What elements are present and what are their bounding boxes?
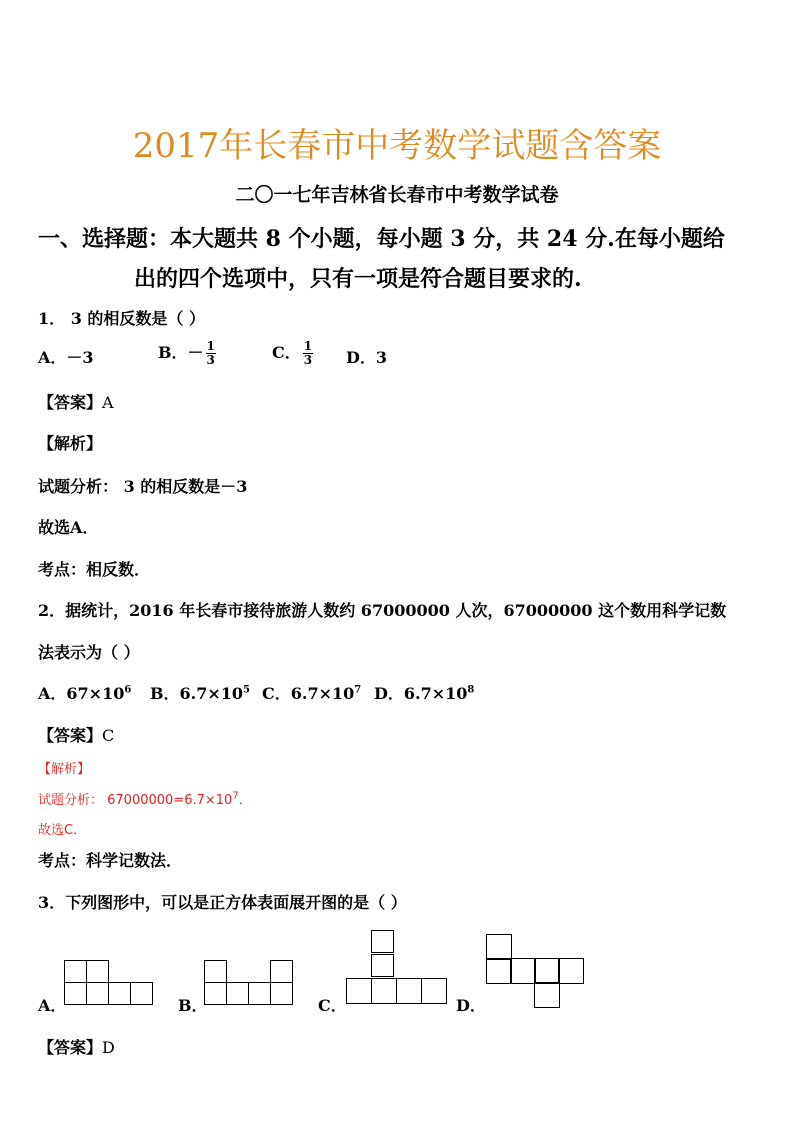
answer-label: 【答案】 xyxy=(38,393,103,412)
net-square xyxy=(130,982,153,1005)
fraction-numerator: 1 xyxy=(303,339,313,353)
net-square xyxy=(86,982,109,1005)
option-text: A．67×10 xyxy=(38,684,125,703)
exponent: 7 xyxy=(354,684,362,696)
net-square xyxy=(204,982,227,1005)
net-square xyxy=(371,978,397,1004)
analysis-text: 试题分析： 67000000=6.7×10 xyxy=(38,793,233,808)
q2-choose: 故选C． xyxy=(38,823,87,838)
q1-answer xyxy=(38,390,114,413)
q3-option-c-label: C． xyxy=(318,996,347,1015)
option-text: C．6.7×10 xyxy=(262,684,355,703)
q2-option-a xyxy=(38,681,131,704)
q1-option-b-prefix: B．－ xyxy=(158,343,204,362)
exponent: 6 xyxy=(124,684,132,696)
fraction-numerator: 1 xyxy=(206,339,215,353)
q1-option-c xyxy=(272,340,313,367)
q1-analysis: 试题分析： 3 的相反数是－3 xyxy=(38,477,248,496)
q3-option-d-label: D． xyxy=(456,996,486,1015)
net-square xyxy=(558,958,584,984)
q2-stem-line-1: 2．据统计，2016 年长春市接待旅游人数约 67000000 人次，67000000 这个数用科学记数 xyxy=(38,601,727,620)
section-heading-line-2: 出的四个选项中，只有一项是符合题目要求的. xyxy=(134,266,582,292)
q2-option-b xyxy=(150,681,250,704)
net-square xyxy=(108,982,131,1005)
q3-stem: 3．下列图形中，可以是正方体表面展开图的是（ ） xyxy=(38,893,407,912)
q1-option-c-prefix: C． xyxy=(272,343,301,362)
q1-option-b-fraction xyxy=(206,340,216,367)
net-square xyxy=(226,982,249,1005)
q1-option-d: D．3 xyxy=(346,348,388,367)
q2-option-d xyxy=(374,681,474,704)
q2-option-c xyxy=(262,681,361,704)
analysis-end: ． xyxy=(238,793,252,808)
exponent: 5 xyxy=(243,684,251,696)
q2-point: 考点：科学记数法． xyxy=(38,851,183,870)
net-square xyxy=(270,982,293,1005)
answer-value: A xyxy=(102,393,114,412)
fraction-denominator: 3 xyxy=(303,353,313,367)
option-text: B．6.7×10 xyxy=(150,684,244,703)
net-square xyxy=(248,982,271,1005)
net-square xyxy=(534,958,560,984)
q1-choose: 故选A． xyxy=(38,518,99,537)
answer-value: C xyxy=(102,726,115,745)
net-square xyxy=(486,934,512,960)
net-square xyxy=(371,954,394,977)
net-square xyxy=(534,982,560,1008)
q1-analysis-label: 【解析】 xyxy=(38,434,103,453)
q2-analysis xyxy=(38,789,252,808)
q2-answer xyxy=(38,723,114,746)
option-text: D．6.7×10 xyxy=(374,684,468,703)
net-square xyxy=(510,958,536,984)
answer-label: 【答案】 xyxy=(38,1038,103,1057)
net-square xyxy=(86,960,109,983)
q1-option-b xyxy=(158,340,216,367)
q1-stem: 1． 3 的相反数是（ ） xyxy=(38,309,205,328)
q2-analysis-label: 【解析】 xyxy=(38,762,91,777)
q3-answer xyxy=(38,1035,115,1058)
answer-label: 【答案】 xyxy=(38,726,103,745)
net-square xyxy=(371,930,394,953)
net-square xyxy=(64,960,87,983)
q1-option-a: A．－3 xyxy=(38,348,94,367)
net-square xyxy=(486,958,512,984)
answer-value: D xyxy=(102,1038,115,1057)
q1-point: 考点：相反数． xyxy=(38,560,151,579)
exam-subtitle: 二〇一七年吉林省长春市中考数学试卷 xyxy=(235,184,559,206)
fraction-denominator: 3 xyxy=(206,353,215,367)
q3-option-a-label: A． xyxy=(38,996,67,1015)
q3-option-b-label: B． xyxy=(178,996,208,1015)
exponent: 7 xyxy=(232,790,239,802)
exponent: 8 xyxy=(467,684,475,696)
net-square xyxy=(204,960,227,983)
document-title: 2017年长春市中考数学试题含答案 xyxy=(132,126,662,166)
net-square xyxy=(421,978,447,1004)
net-square xyxy=(346,978,372,1004)
q1-option-c-fraction xyxy=(303,340,313,367)
net-square xyxy=(396,978,422,1004)
net-square xyxy=(64,982,87,1005)
section-heading-line-1: 一、选择题：本大题共 8 个小题，每小题 3 分，共 24 分.在每小题给 xyxy=(38,226,725,252)
q2-stem-line-2: 法表示为（ ） xyxy=(38,643,140,662)
net-square xyxy=(270,960,293,983)
